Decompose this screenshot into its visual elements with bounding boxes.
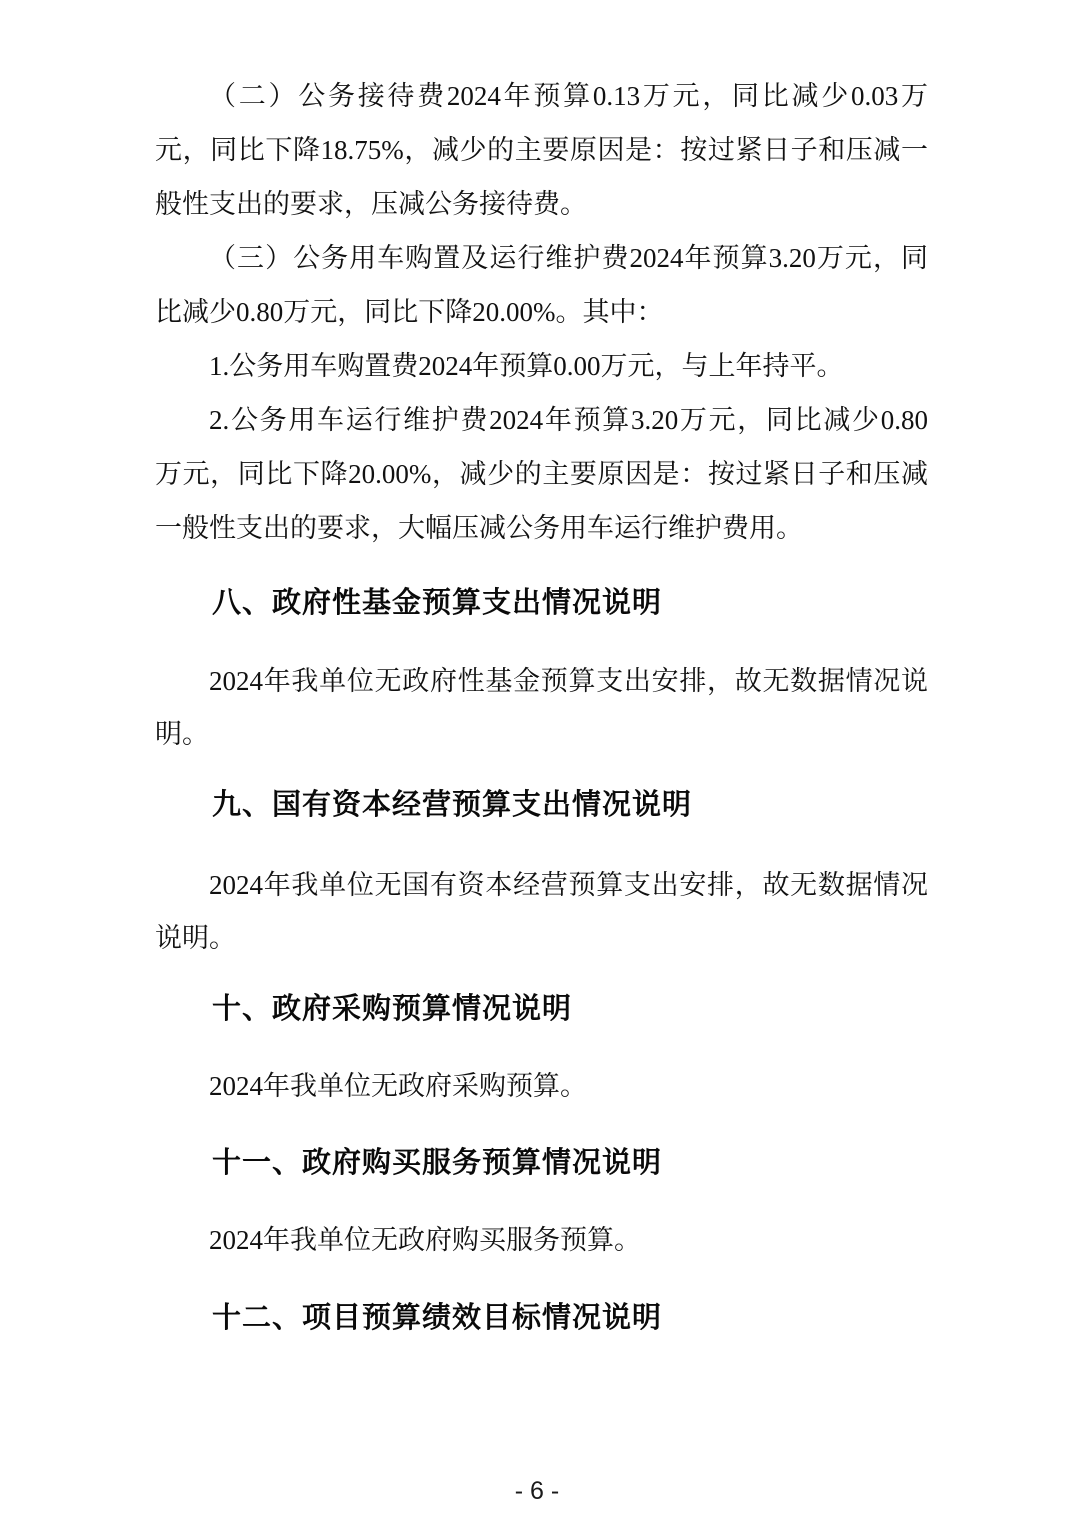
body-line-12: 2024年我单位无国有资本经营预算支出安排，故无数据情况 bbox=[209, 870, 928, 900]
body-line-8: 万元，同比下降20.00%，减少的主要原因是：按过紧日子和压减 bbox=[155, 459, 928, 489]
body-line-3: 般性支出的要求，压减公务接待费。 bbox=[155, 189, 587, 219]
body-line-7: 2.公务用车运行维护费2024年预算3.20万元，同比减少0.80 bbox=[209, 405, 928, 435]
body-line-6: 1.公务用车购置费2024年预算0.00万元，与上年持平。 bbox=[209, 351, 844, 381]
section-heading-9: 九、国有资本经营预算支出情况说明 bbox=[212, 789, 693, 821]
body-line-1: （二）公务接待费2024年预算0.13万元，同比减少0.03万 bbox=[209, 81, 928, 111]
section-heading-8: 八、政府性基金预算支出情况说明 bbox=[212, 587, 663, 619]
section-heading-12: 十二、项目预算绩效目标情况说明 bbox=[212, 1302, 663, 1334]
body-line-9: 一般性支出的要求，大幅压减公务用车运行维护费用。 bbox=[155, 513, 803, 543]
body-line-13: 说明。 bbox=[155, 923, 236, 953]
section-heading-11: 十一、政府购买服务预算情况说明 bbox=[212, 1147, 663, 1179]
body-line-15: 2024年我单位无政府购买服务预算。 bbox=[209, 1225, 641, 1255]
body-line-11: 明。 bbox=[155, 719, 209, 749]
section-heading-10: 十、政府采购预算情况说明 bbox=[212, 993, 573, 1025]
body-line-10: 2024年我单位无政府性基金预算支出安排，故无数据情况说 bbox=[209, 666, 928, 696]
body-line-2: 元，同比下降18.75%，减少的主要原因是：按过紧日子和压减一 bbox=[155, 135, 928, 165]
page-number: - 6 - bbox=[514, 1477, 560, 1505]
body-line-5: 比减少0.80万元，同比下降20.00%。其中： bbox=[155, 297, 664, 327]
body-line-14: 2024年我单位无政府采购预算。 bbox=[209, 1071, 587, 1101]
body-line-4: （三）公务用车购置及运行维护费2024年预算3.20万元，同 bbox=[209, 243, 928, 273]
